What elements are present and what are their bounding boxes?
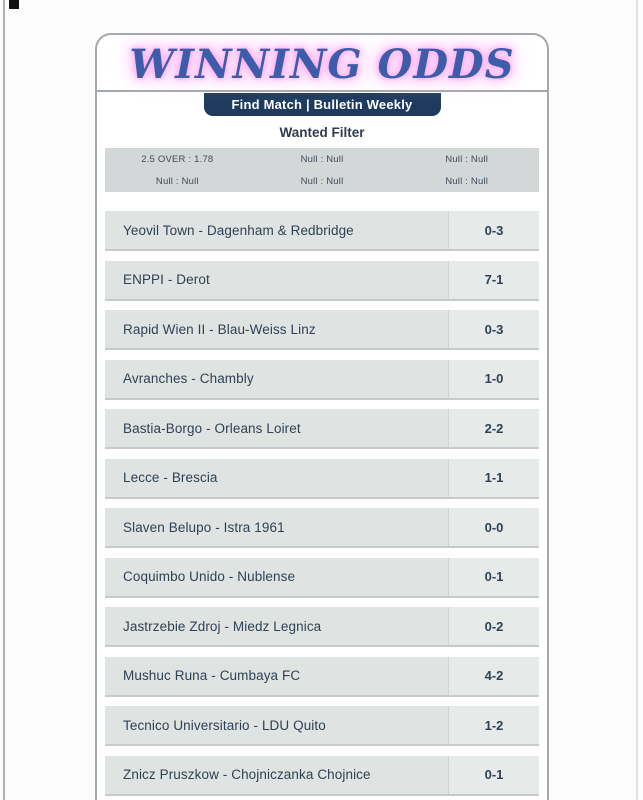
- corner-artifact-mark: [9, 0, 19, 9]
- screen-edge-line-right: [636, 0, 638, 800]
- toolbar: [97, 92, 547, 116]
- match-score: 1-2: [448, 706, 539, 744]
- match-score: 4-2: [448, 657, 539, 695]
- match-score: 1-1: [448, 459, 539, 497]
- match-row[interactable]: [105, 360, 539, 400]
- filter-cell: Null : Null: [445, 175, 489, 187]
- match-row[interactable]: [105, 310, 539, 350]
- match-row[interactable]: [105, 508, 539, 548]
- filter-cell: Null : Null: [445, 153, 489, 165]
- match-row[interactable]: [105, 607, 539, 647]
- match-score: 0-1: [448, 756, 539, 794]
- match-row[interactable]: [105, 409, 539, 449]
- match-score: 2-2: [448, 409, 539, 447]
- match-name: Yeovil Town - Dagenham & Redbridge: [123, 222, 354, 238]
- match-name: Coquimbo Unido - Nublense: [123, 569, 296, 584]
- filter-cell: 2.5 OVER : 1.78: [141, 153, 214, 165]
- match-name: ENPPI - Derot: [123, 272, 210, 287]
- match-name: Rapid Wien II - Blau-Weiss Linz: [123, 321, 316, 337]
- find-match-button[interactable]: Find Match | Bulletin Weekly: [204, 93, 441, 116]
- filter-cell: Null : Null: [300, 175, 344, 187]
- match-score: 0-0: [448, 508, 539, 546]
- match-row[interactable]: [105, 756, 539, 796]
- match-name: Bastia-Borgo - Orleans Loiret: [123, 420, 301, 436]
- match-score: 1-0: [448, 360, 539, 398]
- screen-edge-line-left: [3, 0, 5, 800]
- match-row[interactable]: [105, 211, 539, 251]
- page-title: WINNING ODDS: [129, 40, 515, 88]
- match-name: Jastrzebie Zdroj - Miedz Legnica: [123, 618, 322, 634]
- match-list: [105, 211, 539, 800]
- match-name: Slaven Belupo - Istra 1961: [123, 519, 285, 535]
- card-header: [97, 35, 547, 92]
- match-score: 7-1: [448, 261, 539, 299]
- match-row[interactable]: [105, 657, 539, 697]
- match-name: Mushuc Runa - Cumbaya FC: [123, 668, 301, 683]
- match-score: 0-2: [448, 607, 539, 645]
- main-card: [95, 33, 549, 800]
- wanted-filter-title: Wanted Filter: [279, 125, 365, 140]
- match-score: 0-1: [448, 558, 539, 596]
- filter-cell: Null : Null: [155, 175, 199, 187]
- match-score: 0-3: [448, 310, 539, 348]
- match-row[interactable]: [105, 558, 539, 598]
- match-name: Avranches - Chambly: [123, 371, 254, 386]
- match-row[interactable]: [105, 261, 539, 301]
- wanted-filter-box: [105, 148, 539, 192]
- match-row[interactable]: [105, 706, 539, 746]
- match-score: 0-3: [448, 211, 539, 249]
- filter-cell: Null : Null: [300, 153, 344, 165]
- match-row[interactable]: [105, 459, 539, 499]
- match-name: Znicz Pruszkow - Chojniczanka Chojnice: [123, 767, 371, 782]
- match-name: Lecce - Brescia: [123, 470, 218, 485]
- match-name: Tecnico Universitario - LDU Quito: [123, 717, 326, 733]
